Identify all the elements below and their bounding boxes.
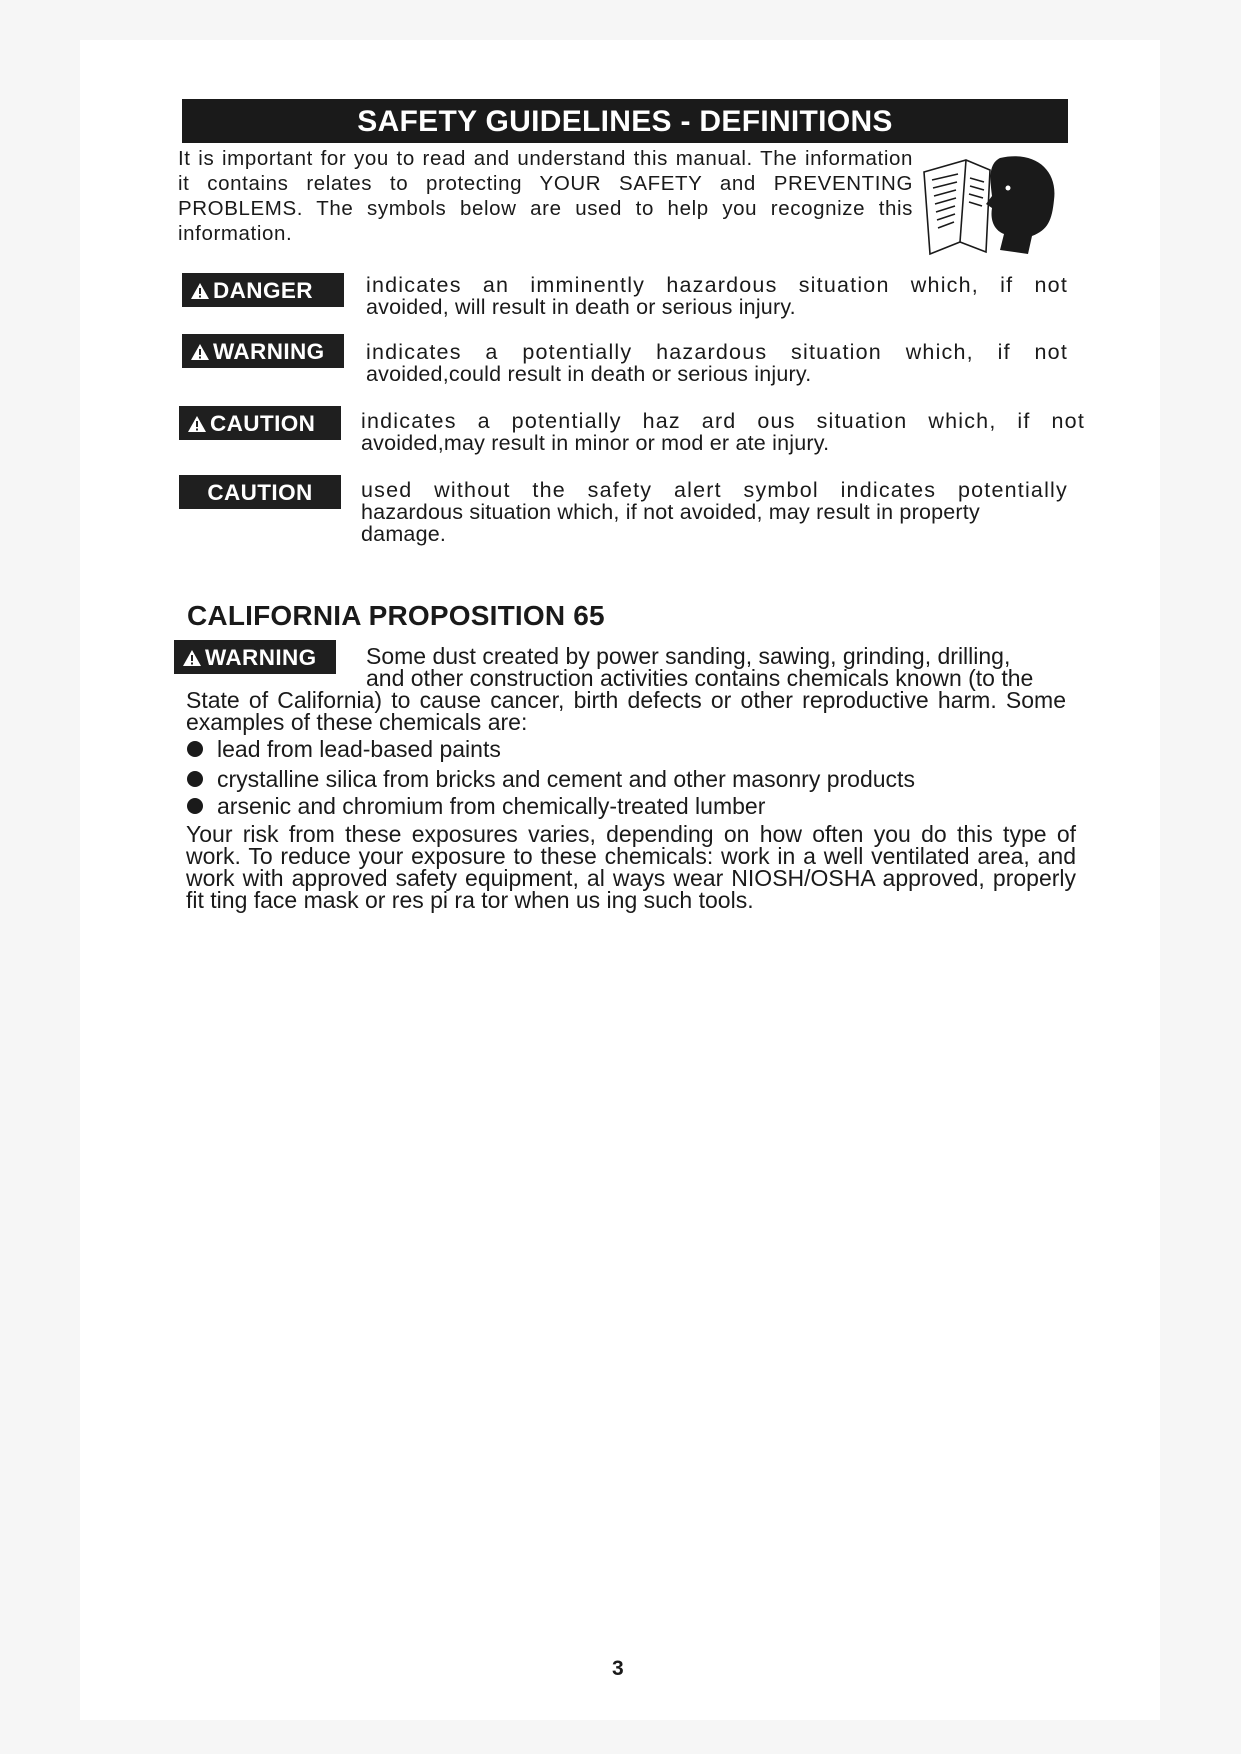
caution-alert-definition [361,410,1085,454]
bullet-dot-icon [187,741,203,757]
caution-alert-definition-line1: indicates a potentially haz ard ous situation which, if not [361,409,1085,433]
person-reading-manual-icon [920,150,1060,260]
prop65-warning-label [174,640,336,674]
caution-label-text: CAUTION [207,480,313,505]
prop65-text-cont: State of California) to cause cancer, birth defects or other reproductive harm. Some examples of these chemicals are: [186,687,1066,735]
prop65-bullet-item [187,736,1067,763]
prop65-bullet-item [187,766,1067,793]
prop65-text-line1: Some dust created by power sanding, sawing, grinding, drilling, [366,643,1011,669]
prop65-warning-label-text: WARNING [205,645,317,670]
bullet-dot-icon [187,771,203,787]
danger-definition-rest: avoided, will result in death or serious injury. [366,295,796,319]
warning-definition-rest: avoided,could result in death or serious injury. [366,362,812,386]
alert-triangle-icon [187,415,207,433]
danger-label [182,273,344,307]
alert-triangle-icon [182,649,202,667]
prop65-bullet-text: arsenic and chromium from chemically-treated lumber [217,793,766,819]
intro-paragraph: It is important for you to read and understand this manual. The information it contains relates to protecting YOUR SAFETY and PREVENTING PROBLEMS. The symbols below are used to help you recognize this information. [178,147,913,245]
warning-definition-line1: indicates a potentially hazardous situation which, if not [366,340,1068,364]
danger-definition-line1: indicates an imminently hazardous situation which, if not [366,273,1068,297]
prop65-text-line2: and other construction activities contains chemicals known (to the [366,665,1034,691]
prop65-bullet-text: crystalline silica from bricks and cement and other masonry products [217,766,915,792]
prop65-bullet-item [187,793,1067,820]
danger-label-text: DANGER [213,278,313,303]
caution-definition-line1: used without the safety alert symbol indicates potentially [361,478,1068,502]
alert-triangle-icon [190,282,210,300]
caution-alert-label [179,406,341,440]
warning-label-text: WARNING [213,339,325,364]
warning-label [182,334,344,368]
prop65-heading: CALIFORNIA PROPOSITION 65 [187,600,605,631]
bullet-dot-icon [187,798,203,814]
danger-definition [366,274,1068,318]
page-number: 3 [612,1657,624,1680]
prop65-closing-paragraph: Your risk from these exposures varies, depending on how often you do this type of work. To reduce your exposure to these chemicals: work in a well ventilated area, and work with approved safety equipment, al ways wear NIOSH/OSHA approved, properly fit ting face mask or res pi ra tor when us ing such tools. [186,821,1076,913]
alert-triangle-icon [190,343,210,361]
caution-alert-label-text: CAUTION [210,411,316,436]
section-title-banner: SAFETY GUIDELINES - DEFINITIONS [182,99,1068,143]
caution-definition-rest: hazardous situation which, if not avoided, may result in property damage. [361,500,980,546]
caution-definition [361,479,1068,545]
caution-alert-definition-rest: avoided,may result in minor or mod er ate injury. [361,431,830,455]
prop65-bullet-text: lead from lead-based paints [217,736,501,762]
caution-label [179,475,341,509]
warning-definition [366,341,1068,385]
